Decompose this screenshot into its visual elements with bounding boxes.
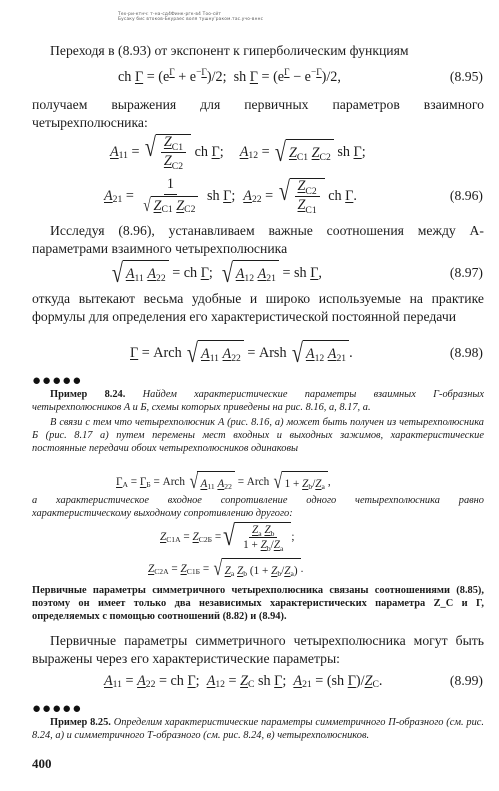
paragraph-symmetric: Первичные параметры симметричного четырехполюсника могут быть выражены через его характеристические параметры: — [32, 633, 484, 666]
equation-number: (8.98) — [449, 345, 483, 360]
equation-8-95 — [0, 60, 499, 94]
stamp-line-1: Тех-ри-ктнч: т-на-сд4Финк-ргк-в4 Тоо-сйт — [118, 12, 222, 17]
page-number: 400 — [32, 756, 52, 771]
equation-number: (8.99) — [449, 673, 483, 688]
paragraph-symmetric-note: Первичные параметры симметричного четырехполюсника связаны соотношениями (8.85), поэтому он имеет только два независимых характеристических параметра Z_C и Γ, определяемых с помощью соотношений (8.82) и (8.94). — [32, 585, 484, 623]
example-marker-dots: ●●●●● — [32, 373, 83, 389]
equation-8-96-b-body: A 21 = 1 √ Z C1 Z C2 sh Γ ; A 22 = √ $\frac{Z_{C2}}{Z_{C1}}$ ch Γ . — [104, 176, 357, 216]
equation-8-96-a — [0, 130, 499, 174]
stamp-line-2: Бусаку бис втоков-Бкураес воля тушну'раком.тас.учо-вннс — [118, 17, 264, 22]
equation-8-98 — [0, 336, 499, 370]
equation-8-97-body: √ A 11 A 22 = ch Γ ; √ A 12 A 21 = sh Γ , — [111, 257, 322, 288]
equation-zc1a — [0, 514, 499, 560]
paragraph-relations: Исследуя (8.96), устанавливаем важные соотношения между A-параметрами взаимного четырехполюсника — [32, 223, 484, 256]
example-8-24-text3: а характеристическое входное сопротивление одного четырехполюсника равно характеристическому выходному сопротивлению другого: — [32, 495, 484, 520]
paragraph-intro: Переходя в (8.93) от экспонент к гиперболическим функциям — [50, 43, 409, 58]
example-8-24 — [32, 388, 484, 414]
example-8-24-text: Найдем характеристические параметры взаимных Г-образных четырехполюсников A и Б, схемы которых приведены на рис. 8.16, а, 8.17, а. — [32, 389, 484, 414]
equation-zc1a-body: Z C1A = Z C2Б = √ $\frac{Z_a Z_b}{1 + Z_b/Z_a}$ ; — [160, 520, 295, 553]
equation-8-97 — [0, 256, 499, 290]
equation-zc2a-body: Z C2A = Z C1Б = √ Z a Z b (1 + Z b / Z a ) . — [148, 556, 304, 581]
equation-8-96-b — [0, 172, 499, 220]
equation-number: (8.97) — [449, 265, 483, 280]
paragraph-expressions: получаем выражения для первичных параметров взаимного четырехполюсника: — [32, 97, 484, 130]
example-8-24-text2: В связи с тем что четырехполюсник A (рис. 8.16, а) может быть получен из четырехполюсника Б (рис. 8.17 а) путем перемены мест входных и выходных зажимов, характеристические постоянные передачи обоих четырехполюсников одинаковы — [32, 417, 484, 455]
equation-number: (8.95) — [449, 69, 483, 84]
example-marker-dots: ●●●●● — [32, 701, 83, 717]
equation-8-95-body: ch $\Gamma = (e^\Gamma + e^{-\Gamma})/2$; sh $\Gamma = (e^\Gamma - e^{-\Gamma})/2$, — [118, 68, 341, 85]
equation-8-98-body: Γ = Arch √ A 11 A 22 = Arsh √ A 12 A 21 . — [130, 337, 353, 368]
equation-8-99 — [0, 664, 499, 698]
equation-gamma-ab-body: Γ A = Γ Б = Arch √ A 11 A 22 = Arch √ 1 + Z b / Z a , — [116, 469, 331, 494]
example-8-25-label: Пример 8.25. — [50, 717, 111, 728]
example-8-24-label: Пример 8.24. — [50, 389, 126, 400]
paragraph-formulas: откуда вытекают весьма удобные и широко используемые на практике формулы для определения его характеристической постоянной передачи — [32, 291, 484, 324]
equation-number: (8.96) — [449, 188, 483, 203]
library-stamp — [118, 12, 318, 22]
example-8-25 — [32, 716, 484, 742]
equation-8-96-a-body: A 11 = √ $\frac{Z_{C1}}{Z_{C2}}$ ch Γ ; A 12 = √ Z C1 Z C2 sh Γ ; — [110, 132, 366, 172]
example-8-25-text: Определим характеристические параметры симметричного П-образного (см. рис. 8.24, а) и симметричного Т-образного (см. рис. 8.24, в) четырехполюсников. — [32, 717, 484, 742]
equation-8-99-body: A 11 = A 22 = ch Γ ; A 12 = Z C sh Γ ; A 21 = (sh Γ )/ Z C . — [104, 672, 383, 691]
